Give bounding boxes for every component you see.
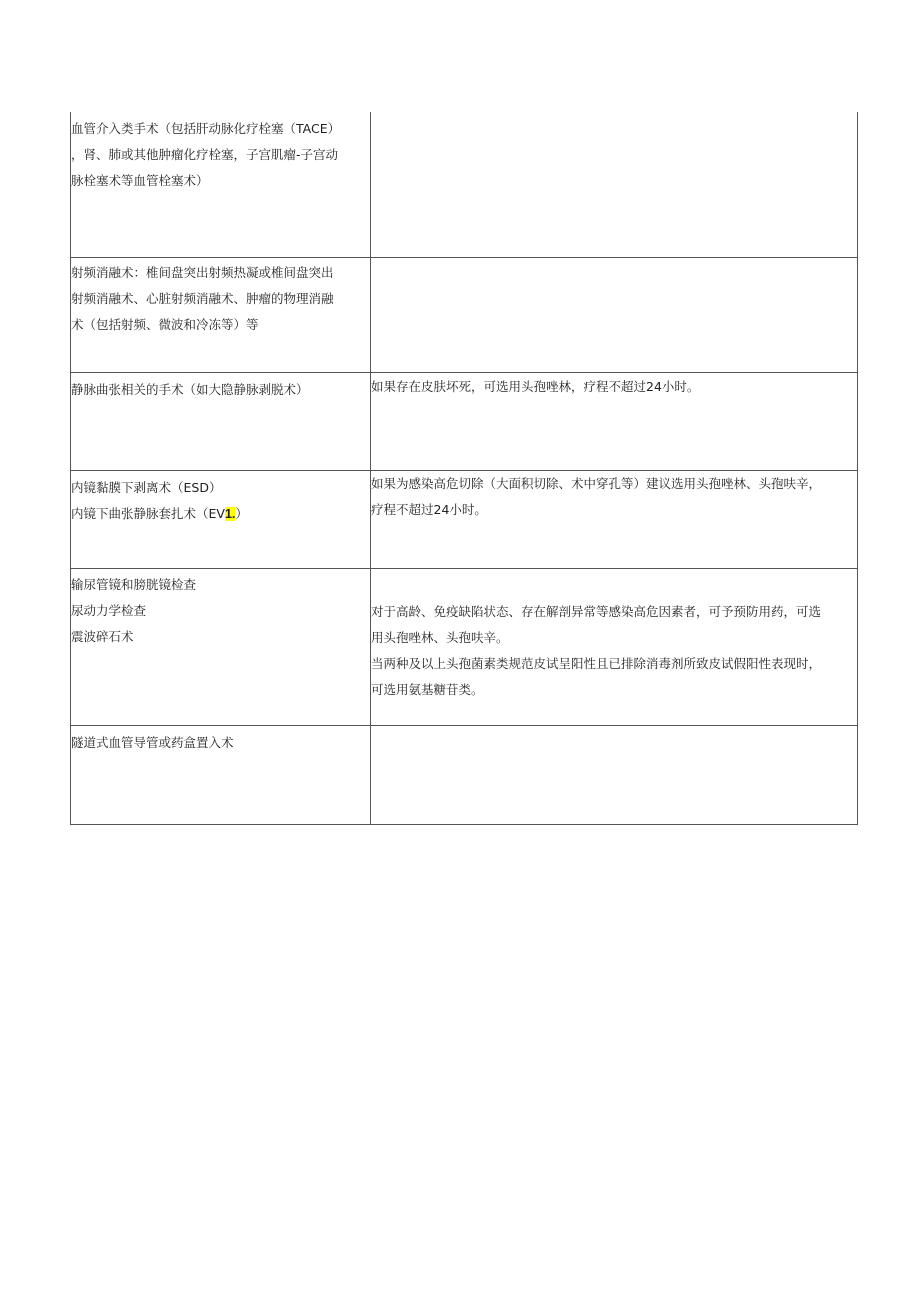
evl-prefix: 内镜下曲张静脉套扎术（EV [71,505,225,521]
table-row [71,470,858,568]
procedure-cell [71,257,371,372]
procedure-text: 内镜黏膜下剥离术（ESD） [71,479,222,495]
table-row [71,257,858,372]
procedure-text: 射频消融术、心脏射频消融术、肿瘤的物理消融 [71,290,334,306]
procedure-table [70,112,858,825]
procedure-cell [71,112,371,257]
recommendation-cell [371,372,858,470]
procedure-text: 尿动力学检查 [71,602,147,618]
table-row [71,112,858,257]
evl-suffix: ） [235,505,248,521]
procedure-text: 隧道式血管导管或药盒置入术 [71,734,234,750]
recommendation-text: 对于高龄、免疫缺陷状态、存在解剖异常等感染高危因素者，可予预防用药，可选 [371,603,822,619]
table-row [71,725,858,824]
recommendation-cell [371,725,858,824]
table-row [71,372,858,470]
recommendation-cell [371,568,858,725]
procedure-cell [71,470,371,568]
procedure-text: ，肾、肺或其他肿瘤化疗栓塞，子宫肌瘤-子宫动 [71,147,339,162]
recommendation-cell [371,257,858,372]
procedure-cell [71,725,371,824]
procedure-text: 术（包括射频、微波和冷冻等）等 [71,316,259,332]
recommendation-cell [371,470,858,568]
procedure-text: 震波碎石术 [71,628,134,644]
recommendation-text: 疗程不超过24小时。 [371,501,487,517]
procedure-cell [71,372,371,470]
recommendation-text: 当两种及以上头孢菌素类规范皮试呈阳性且已排除消毒剂所致皮试假阳性表现时， [371,655,822,671]
procedure-cell [71,568,371,725]
procedure-text: 静脉曲张相关的手术（如大隐静脉剥脱术） [71,381,309,397]
procedure-text: 输尿管镜和膀胱镜检查 [71,576,197,592]
recommendation-cell [371,112,858,257]
recommendation-text: 如果存在皮肤坏死，可选用头孢唑林，疗程不超过24小时。 [371,378,700,394]
procedure-text: 射频消融术：椎间盘突出射频热凝或椎间盘突出 [71,264,334,280]
highlighted-text: 1. [224,506,236,521]
recommendation-text: 如果为感染高危切除（大面积切除、术中穿孔等）建议选用头孢唑林、头孢呋辛， [371,475,822,491]
recommendation-text: 用头孢唑林、头孢呋辛。 [371,629,509,645]
table-row [71,568,858,725]
recommendation-text: 可选用氨基糖苷类。 [371,681,484,697]
procedure-text-evl [71,501,370,527]
procedure-text: 脉栓塞术等血管栓塞术） [71,173,209,188]
procedure-text: 血管介入类手术（包括肝动脉化疗栓塞（TACE） [71,121,341,136]
